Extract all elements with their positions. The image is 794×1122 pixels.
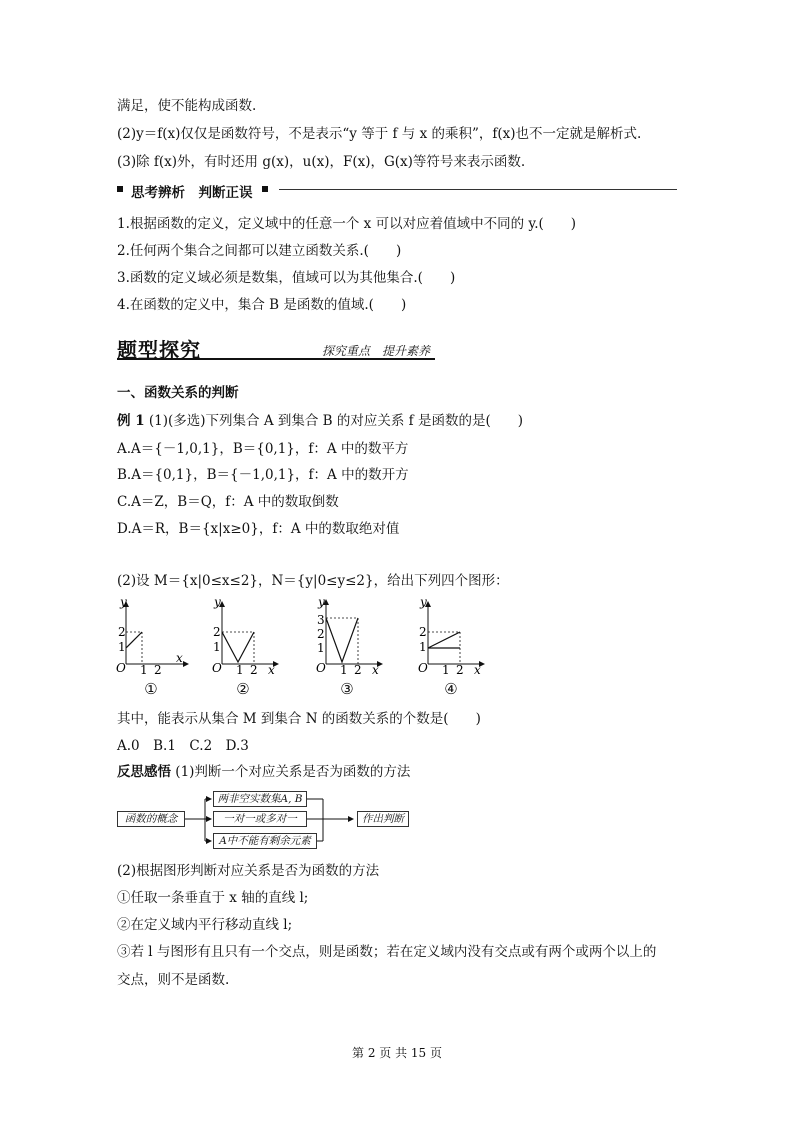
- option-a: A.A＝{－1,0,1}，B＝{0,1}，f：A 中的数平方: [117, 441, 409, 457]
- page-footer: 第 2 页 共 15 页: [352, 1046, 442, 1060]
- square-bullet-icon: [117, 186, 123, 192]
- origin-label: O: [212, 661, 222, 674]
- question-types-subheading: 探究重点 提升素养: [322, 344, 431, 358]
- y-tick-2: 2: [419, 625, 427, 639]
- x-tick-2: 2: [456, 663, 464, 674]
- origin-label: O: [116, 661, 126, 674]
- x-tick-1: 1: [340, 663, 348, 674]
- think-item-3: 3.函数的定义域必须是数集，值域可以为其他集合.( ): [117, 270, 456, 286]
- example-1-stem: [117, 412, 523, 430]
- figure-label-1: ①: [144, 680, 158, 698]
- reflection-step-4: 交点，则不是函数.: [117, 972, 230, 988]
- example-label: 例 1: [117, 413, 145, 429]
- figure-label-3: ③: [340, 680, 354, 698]
- intro-line-2: (2)y＝f(x)仅仅是函数符号，不是表示“y 等于 f 与 x 的乘积”，f(x)也不一定就是解析式.: [117, 126, 642, 142]
- section-divider: [279, 189, 677, 190]
- x-tick-1: 1: [236, 663, 244, 674]
- reflection-label: 反思感悟: [117, 764, 171, 780]
- y-tick-1: 1: [419, 640, 427, 654]
- graph-line: [126, 632, 142, 648]
- x-tick-1: 1: [442, 663, 450, 674]
- x-tick-2: 2: [250, 663, 258, 674]
- think-section-title: 思考辨析 判断正误: [131, 185, 253, 201]
- y-axis-label: y: [120, 596, 127, 609]
- graph-figure-1: [116, 596, 192, 674]
- q2-options: A.0 B.1 C.2 D.3: [117, 738, 249, 754]
- think-section-bar: [117, 181, 677, 199]
- reflection-step-3: ③若 l 与图形有且只有一个交点，则是函数；若在定义域内没有交点或有两个或两个以上的: [117, 944, 657, 960]
- reflection-text-2: (2)根据图形判断对应关系是否为函数的方法: [117, 863, 380, 879]
- origin-label: O: [316, 661, 326, 674]
- graph-figure-3: [312, 596, 388, 674]
- graph-figure-4: [414, 596, 490, 674]
- y-tick-1: 1: [118, 640, 126, 654]
- heading-divider: [117, 358, 435, 360]
- y-tick-1: 1: [317, 641, 325, 655]
- graph-line: [326, 618, 358, 662]
- figure-label-2: ②: [236, 680, 250, 698]
- flow-start-box: 函数的概念: [117, 811, 185, 827]
- option-d: D.A＝R，B＝{x|x≥0}，f：A 中的数取绝对值: [117, 521, 400, 537]
- flow-box-1: 两非空实数集A, B: [213, 791, 307, 807]
- flow-end-box: 作出判断: [357, 811, 409, 827]
- y-tick-3: 3: [317, 613, 325, 627]
- graph-line: [222, 632, 254, 662]
- y-axis-label: y: [420, 596, 427, 609]
- reflection-step-1: ①任取一条垂直于 x 轴的直线 l;: [117, 890, 309, 906]
- think-item-4: 4.在函数的定义中，集合 B 是函数的值域.( ): [117, 297, 407, 313]
- x-tick-2: 2: [154, 663, 162, 674]
- y-tick-2: 2: [317, 627, 325, 641]
- x-tick-1: 1: [140, 663, 148, 674]
- figure-label-4: ④: [444, 680, 458, 698]
- think-item-2: 2.任何两个集合之间都可以建立函数关系.( ): [117, 243, 402, 259]
- example-stem: (1)(多选)下列集合 A 到集合 B 的对应关系 f 是函数的是( ): [148, 413, 523, 429]
- graph-figure-2: [208, 596, 284, 674]
- think-item-1: 1.根据函数的定义，定义域中的任意一个 x 可以对应着值域中不同的 y.( ): [117, 216, 577, 232]
- reflection-line-1: [117, 763, 410, 781]
- origin-label: O: [418, 661, 428, 674]
- q2-question: 其中，能表示从集合 M 到集合 N 的函数关系的个数是( ): [117, 711, 481, 727]
- y-tick-2: 2: [118, 625, 126, 639]
- y-tick-2: 2: [213, 625, 221, 639]
- option-c: C.A＝Z，B＝Q，f：A 中的数取倒数: [117, 494, 339, 510]
- question-types-heading: 题型探究: [117, 338, 201, 362]
- q2-stem: (2)设 M＝{x|0≤x≤2}，N＝{y|0≤y≤2}，给出下列四个图形：: [117, 573, 509, 589]
- flow-box-2: 一对一或多对一: [213, 811, 307, 827]
- intro-line-3: (3)除 f(x)外，有时还用 g(x)，u(x)，F(x)，G(x)等符号来表示函数.: [117, 154, 526, 170]
- reflection-step-2: ②在定义域内平行移动直线 l;: [117, 917, 293, 933]
- x-axis-label: x: [474, 663, 481, 674]
- y-axis-label: y: [214, 596, 221, 609]
- x-tick-2: 2: [354, 663, 362, 674]
- x-axis-label: x: [176, 651, 183, 665]
- flow-box-3: A中不能有剩余元素: [213, 833, 317, 849]
- graph-line: [428, 632, 460, 648]
- option-b: B.A＝{0,1}，B＝{－1,0,1}，f：A 中的数开方: [117, 467, 409, 483]
- square-bullet-icon: [262, 186, 268, 192]
- y-axis-label: y: [318, 596, 325, 609]
- x-axis-label: x: [268, 663, 275, 674]
- y-tick-1: 1: [213, 640, 221, 654]
- intro-line-1: 满足，使不能构成函数.: [117, 98, 257, 114]
- x-axis-label: x: [372, 663, 379, 674]
- reflection-text-1: (1)判断一个对应关系是否为函数的方法: [175, 764, 411, 780]
- part1-title: 一、函数关系的判断: [117, 385, 239, 401]
